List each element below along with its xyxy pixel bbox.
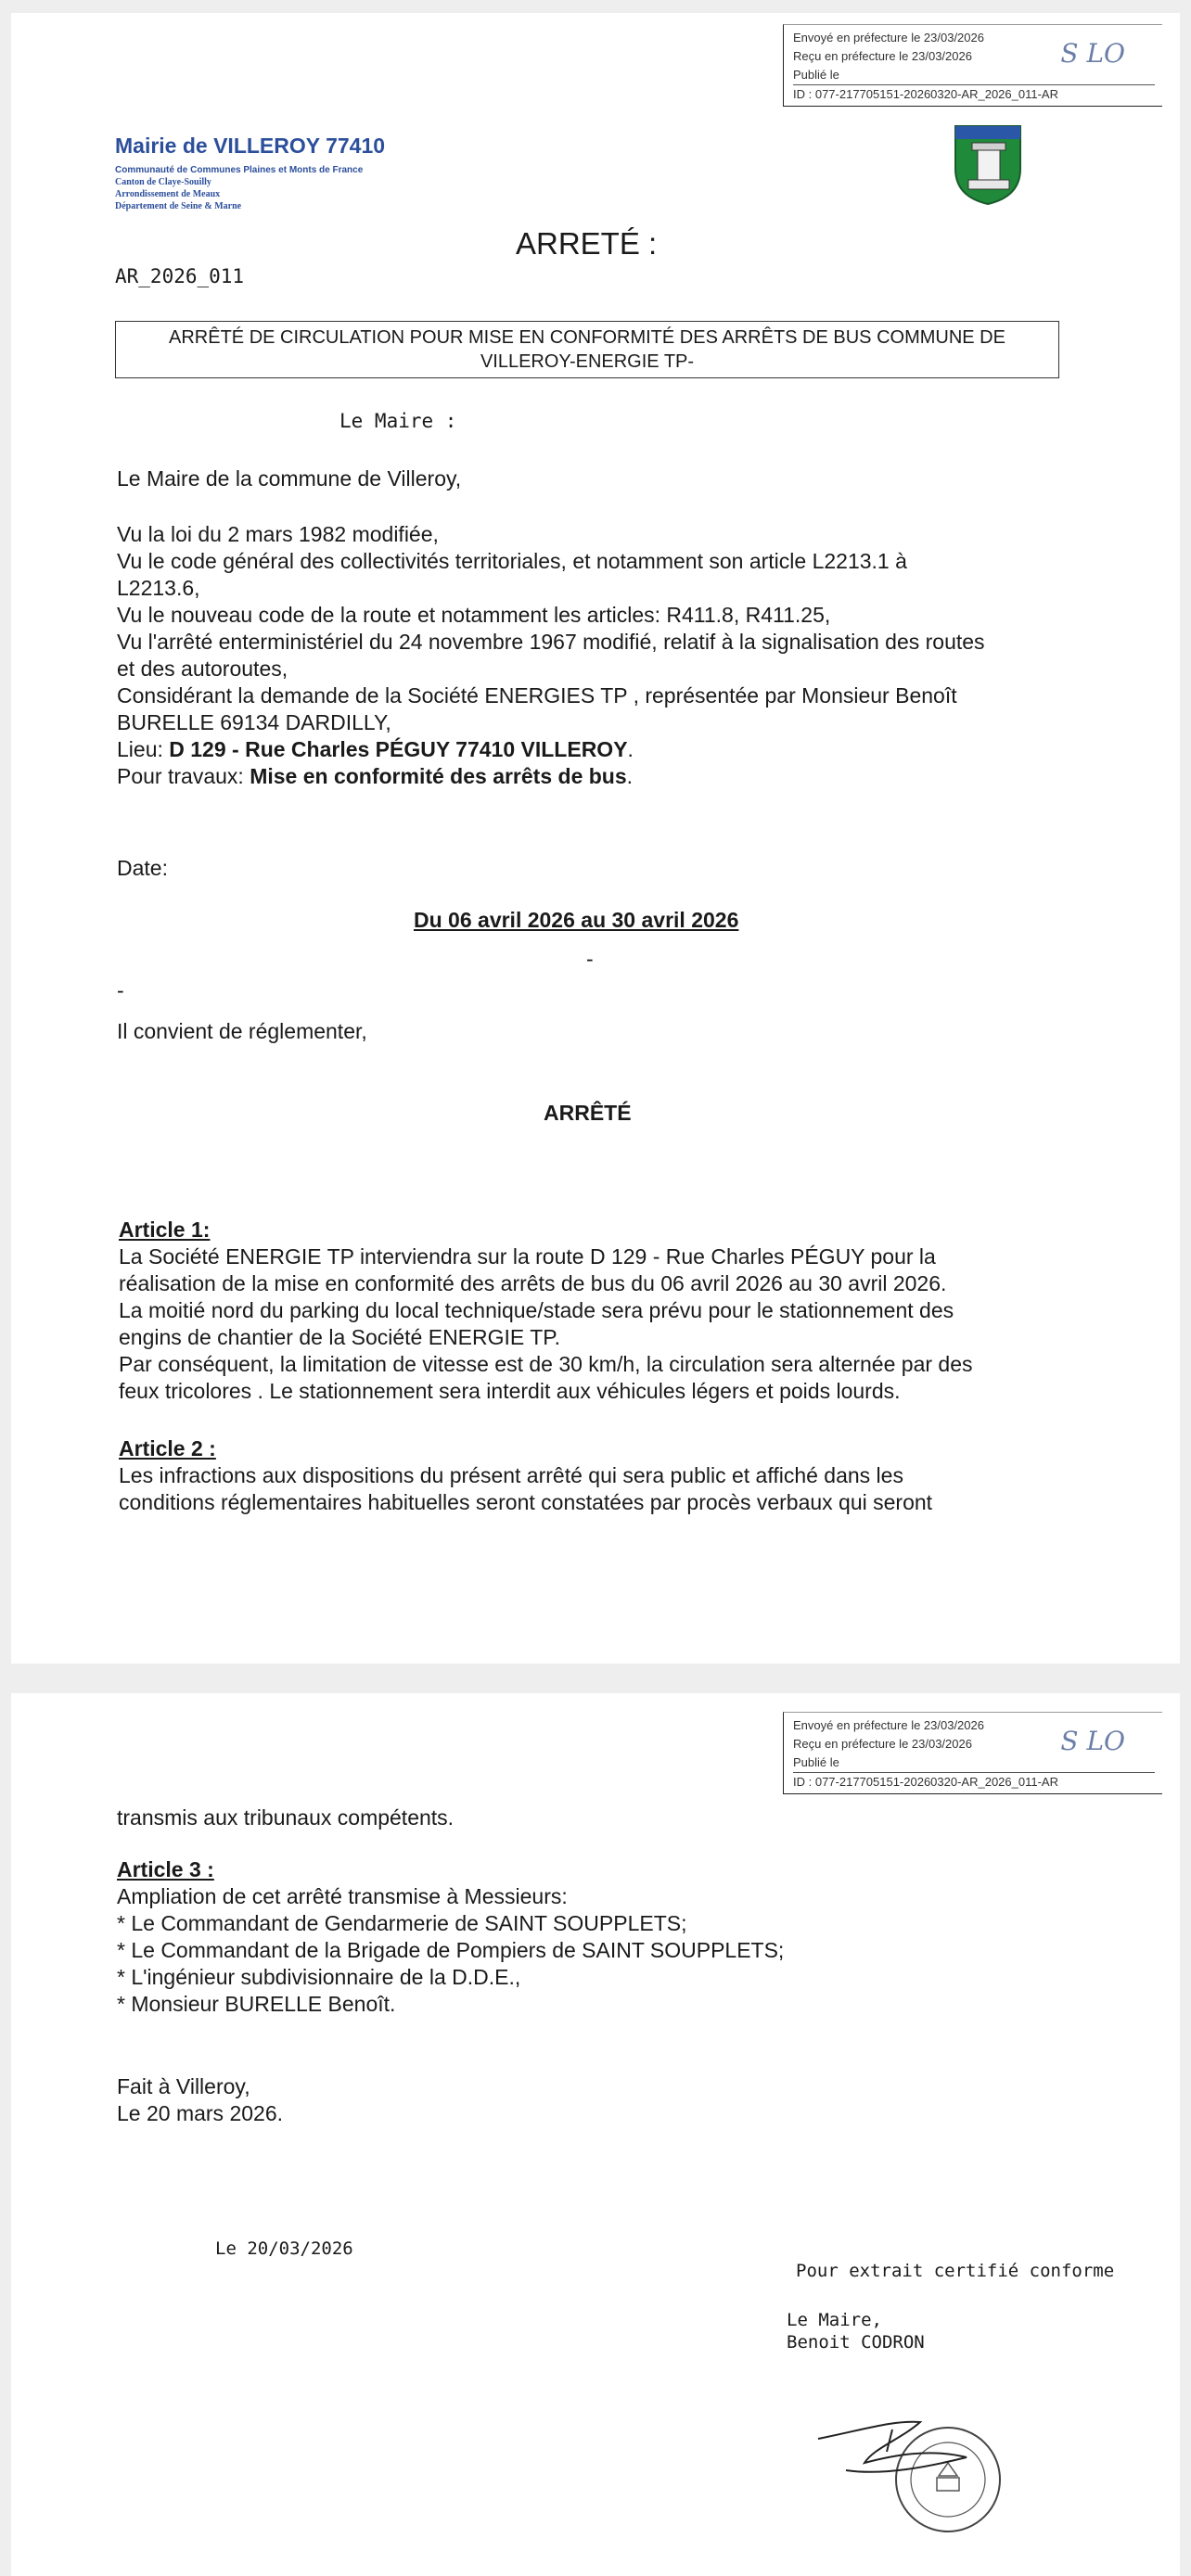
vu-line-2a: Vu le code général des collectivités territoriales, et notamment son article L2213.1 à bbox=[117, 549, 907, 573]
stamp-initials: S LO bbox=[1060, 38, 1125, 69]
signatory-block bbox=[787, 2309, 925, 2353]
article-3-title: Article 3 : bbox=[117, 1857, 214, 1881]
vu-line-3: Vu le nouveau code de la route et notamment les articles: R411.8, R411.25, bbox=[117, 603, 831, 627]
article-3-line: * Le Commandant de Gendarmerie de SAINT SOUPPLETS; bbox=[117, 1911, 687, 1935]
document-title: ARRETÉ : bbox=[516, 226, 658, 261]
article-3-line: Ampliation de cet arrêté transmise à Messieurs: bbox=[117, 1884, 568, 1908]
article-1 bbox=[119, 1217, 1083, 1405]
canton-line: Canton de Claye-Souilly bbox=[115, 177, 211, 187]
dash-left: - bbox=[117, 978, 124, 1002]
vu-line-1: Vu la loi du 2 mars 1982 modifiée, bbox=[117, 522, 439, 546]
article-2 bbox=[119, 1435, 1083, 1516]
article-3-line: * Monsieur BURELLE Benoît. bbox=[117, 1992, 396, 2016]
reglementer-text: Il convient de réglementer, bbox=[117, 1019, 367, 1043]
considerant-line-a: Considérant la demande de la Société ENERGIES TP , représentée par Monsieur Benoît bbox=[117, 683, 957, 708]
community-line: Communauté de Communes Plaines et Monts de France bbox=[115, 165, 364, 175]
article-3-line: * L'ingénieur subdivisionnaire de la D.D.E., bbox=[117, 1965, 521, 1989]
vu-line-4b: et des autoroutes, bbox=[117, 657, 288, 681]
lieu-label: Lieu: bbox=[117, 737, 170, 761]
mairie-header bbox=[115, 134, 385, 212]
intro-text: Le Maire de la commune de Villeroy, bbox=[117, 466, 462, 491]
subject-line-2: VILLEROY-ENERGIE TP- bbox=[480, 351, 695, 372]
signatory-name: Benoit CODRON bbox=[787, 2332, 925, 2353]
article-2-continuation: transmis aux tribunaux compétents. bbox=[117, 1805, 455, 1830]
coat-of-arms-icon bbox=[952, 122, 1024, 206]
stamp-published: Publié le bbox=[793, 68, 839, 82]
prefecture-stamp bbox=[783, 24, 1162, 107]
document-page-1 bbox=[11, 13, 1180, 1664]
certified-text: Pour extrait certifié conforme bbox=[796, 2261, 1115, 2281]
considerant-line-b: BURELLE 69134 DARDILLY, bbox=[117, 710, 391, 734]
lieu-value: D 129 - Rue Charles PÉGUY 77410 VILLEROY bbox=[169, 737, 628, 761]
article-1-line: réalisation de la mise en conformité des arrêts de bus du 06 avril 2026 au 30 avril 2026. bbox=[119, 1271, 947, 1295]
travaux-end: . bbox=[626, 764, 634, 788]
stamp-received: Reçu en préfecture le 23/03/2026 bbox=[793, 1737, 972, 1751]
article-2-title: Article 2 : bbox=[119, 1436, 216, 1460]
considerants-block bbox=[117, 521, 1063, 790]
date-label: Date: bbox=[117, 856, 168, 880]
article-1-title: Article 1: bbox=[119, 1218, 211, 1242]
dash-centre: - bbox=[586, 947, 594, 971]
signature-date: Le 20/03/2026 bbox=[215, 2238, 353, 2259]
arrete-heading: ARRÊTÉ bbox=[544, 1101, 632, 1125]
subject-box bbox=[115, 321, 1059, 378]
article-3-line: * Le Commandant de la Brigade de Pompiers de SAINT SOUPPLETS; bbox=[117, 1938, 785, 1962]
mairie-name: Mairie de VILLEROY 77410 bbox=[115, 134, 386, 158]
travaux-line bbox=[117, 763, 1063, 790]
article-1-line: La Société ENERGIE TP interviendra sur la route D 129 - Rue Charles PÉGUY pour la bbox=[119, 1244, 936, 1269]
article-2-line: conditions réglementaires habituelles seront constatées par procès verbaux qui seront bbox=[119, 1490, 933, 1514]
arrondissement-line: Arrondissement de Meaux bbox=[115, 189, 221, 199]
stamp-initials: S LO bbox=[1060, 1726, 1125, 1756]
mayor-seal-and-signature-icon bbox=[809, 2411, 1031, 2541]
date-range: Du 06 avril 2026 au 30 avril 2026 bbox=[414, 908, 739, 932]
closing-date: Le 20 mars 2026. bbox=[117, 2101, 284, 2125]
stamp-id: ID : 077-217705151-20260320-AR_2026_011-AR bbox=[793, 84, 1155, 104]
stamp-sent: Envoyé en préfecture le 23/03/2026 bbox=[793, 31, 984, 45]
stamp-id: ID : 077-217705151-20260320-AR_2026_011-AR bbox=[793, 1772, 1155, 1792]
lieu-line bbox=[117, 736, 1063, 763]
article-1-line: engins de chantier de la Société ENERGIE TP. bbox=[119, 1325, 561, 1349]
article-1-line: La moitié nord du parking du local technique/stade sera prévu pour le stationnement des bbox=[119, 1298, 954, 1322]
article-3 bbox=[117, 1856, 1082, 2018]
departement-line: Département de Seine & Marne bbox=[115, 201, 242, 211]
signatory-role: Le Maire, bbox=[787, 2310, 882, 2330]
le-maire-label: Le Maire : bbox=[339, 410, 457, 432]
document-page-2 bbox=[11, 1693, 1180, 2576]
article-2-line: Les infractions aux dispositions du présent arrêté qui sera public et affiché dans les bbox=[119, 1463, 903, 1487]
vu-line-2b: L2213.6, bbox=[117, 576, 200, 600]
travaux-value: Mise en conformité des arrêts de bus bbox=[250, 764, 627, 788]
stamp-published: Publié le bbox=[793, 1755, 839, 1769]
prefecture-stamp bbox=[783, 1712, 1162, 1794]
document-reference: AR_2026_011 bbox=[115, 265, 245, 287]
stamp-sent: Envoyé en préfecture le 23/03/2026 bbox=[793, 1718, 984, 1732]
stamp-received: Reçu en préfecture le 23/03/2026 bbox=[793, 49, 972, 63]
closing-block bbox=[117, 2073, 283, 2127]
closing-place: Fait à Villeroy, bbox=[117, 2074, 250, 2098]
travaux-label: Pour travaux: bbox=[117, 764, 250, 788]
lieu-end: . bbox=[627, 737, 634, 761]
article-1-line: feux tricolores . Le stationnement sera interdit aux véhicules légers et poids lourds. bbox=[119, 1379, 901, 1403]
subject-line-1: ARRÊTÉ DE CIRCULATION POUR MISE EN CONFORMITÉ DES ARRÊTS DE BUS COMMUNE DE bbox=[169, 327, 1005, 348]
vu-line-4a: Vu l'arrêté enterministériel du 24 novembre 1967 modifié, relatif à la signalisation des routes bbox=[117, 630, 985, 654]
article-1-line: Par conséquent, la limitation de vitesse est de 30 km/h, la circulation sera alternée par des bbox=[119, 1352, 973, 1376]
